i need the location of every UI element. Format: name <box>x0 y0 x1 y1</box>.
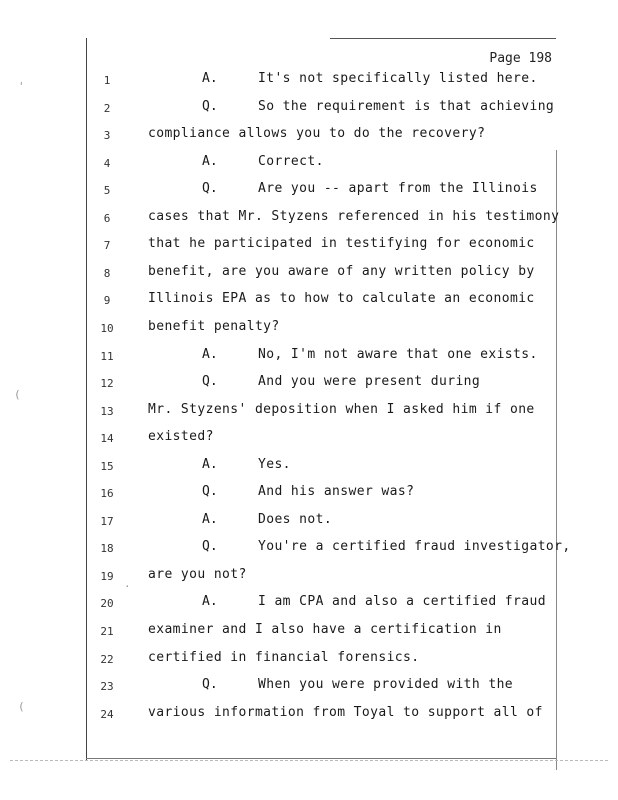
line-text: Yes. <box>258 456 291 472</box>
line-number: 12 <box>100 377 114 391</box>
line-text: It's not specifically listed here. <box>258 71 538 86</box>
speaker-label: A. <box>202 511 218 527</box>
line-number: 13 <box>100 404 114 418</box>
line-number: 4 <box>103 156 111 170</box>
line-number: 7 <box>103 239 111 253</box>
transcript-line <box>0 236 618 256</box>
line-number: 2 <box>103 101 111 115</box>
line-text: You're a certified fraud investigator, <box>258 539 571 555</box>
line-text: various information from Toyal to support all of <box>148 704 543 720</box>
transcript-line <box>0 539 618 559</box>
line-text: Are you -- apart from the Illinois <box>258 181 538 197</box>
transcript-line <box>0 71 618 91</box>
line-number: 24 <box>100 707 114 721</box>
scan-speck: · <box>124 580 131 593</box>
transcript-line <box>0 622 618 642</box>
line-text: Illinois EPA as to how to calculate an economic <box>148 291 535 307</box>
transcript-line <box>0 677 618 697</box>
speaker-label: A. <box>202 71 218 86</box>
transcript-line <box>0 457 618 477</box>
speaker-label: A. <box>202 153 218 169</box>
transcript-line <box>0 99 618 119</box>
transcript-line <box>0 594 618 614</box>
line-number: 3 <box>103 129 111 143</box>
top-rule <box>330 38 556 39</box>
transcript-line <box>0 291 618 311</box>
line-number: 22 <box>100 652 114 666</box>
line-number: 9 <box>103 294 111 308</box>
transcript-line <box>0 374 618 394</box>
bottom-scan-artifact <box>10 760 608 761</box>
line-number: 6 <box>103 211 111 225</box>
transcript-line <box>0 264 618 284</box>
speaker-label: A. <box>202 456 218 472</box>
transcript-line <box>0 181 618 201</box>
line-number: 15 <box>100 459 114 473</box>
transcript-line <box>0 402 618 422</box>
transcript-line <box>0 705 618 725</box>
transcript-line <box>0 650 618 670</box>
line-number: 1 <box>103 74 111 87</box>
line-number: 8 <box>103 266 111 280</box>
line-text: No, I'm not aware that one exists. <box>258 346 538 362</box>
transcript-line <box>0 154 618 174</box>
transcript-line <box>0 209 618 229</box>
line-text: are you not? <box>148 566 247 582</box>
transcript-line <box>0 484 618 504</box>
line-number: 21 <box>100 625 114 638</box>
transcript-line <box>0 512 618 532</box>
line-text: Correct. <box>258 153 324 169</box>
speaker-label: Q. <box>202 181 218 197</box>
speaker-label: Q. <box>202 484 218 500</box>
line-number: 10 <box>100 321 114 335</box>
line-text: benefit penalty? <box>148 318 280 334</box>
speaker-label: Q. <box>202 539 218 555</box>
line-number: 11 <box>100 349 114 363</box>
speaker-label: A. <box>202 346 218 362</box>
speaker-label: A. <box>202 594 218 610</box>
line-text: So the requirement is that achieving <box>258 98 555 114</box>
line-text: Mr. Styzens' deposition when I asked him if one <box>148 401 535 417</box>
line-number: 23 <box>100 680 114 694</box>
transcript-line <box>0 319 618 339</box>
scan-speck: ( <box>14 388 21 401</box>
transcript-line <box>0 347 618 367</box>
transcript-line <box>0 567 618 587</box>
line-text: benefit, are you aware of any written policy by <box>148 263 535 279</box>
line-text: cases that Mr. Styzens referenced in his testimony <box>148 208 560 224</box>
page-number: Page 198 <box>489 51 552 66</box>
line-number: 18 <box>100 542 114 556</box>
scan-speck: ( <box>18 700 25 713</box>
line-text: I am CPA and also a certified fraud <box>258 594 546 610</box>
speaker-label: Q. <box>202 374 218 390</box>
bottom-rule <box>86 758 556 759</box>
speaker-label: Q. <box>202 677 218 693</box>
line-number: 14 <box>100 432 114 446</box>
line-number: 17 <box>100 514 114 528</box>
transcript-line <box>0 429 618 449</box>
line-text: compliance allows you to do the recovery? <box>148 126 486 142</box>
transcript-line <box>0 126 618 146</box>
line-text: Does not. <box>258 511 333 527</box>
line-text: that he participated in testifying for economic <box>148 236 535 252</box>
line-text: And his answer was? <box>258 484 415 500</box>
line-number: 16 <box>100 487 114 501</box>
scan-speck: ' <box>18 80 25 93</box>
speaker-label: Q. <box>202 98 218 114</box>
line-text: And you were present during <box>258 374 481 390</box>
line-text: certified in financial forensics. <box>148 649 420 665</box>
line-number: 20 <box>100 597 114 611</box>
line-text: examiner and I also have a certification in <box>148 622 502 637</box>
line-number: 19 <box>100 569 114 583</box>
line-text: When you were provided with the <box>258 677 514 693</box>
line-text: existed? <box>148 429 214 445</box>
line-number: 5 <box>103 184 111 198</box>
